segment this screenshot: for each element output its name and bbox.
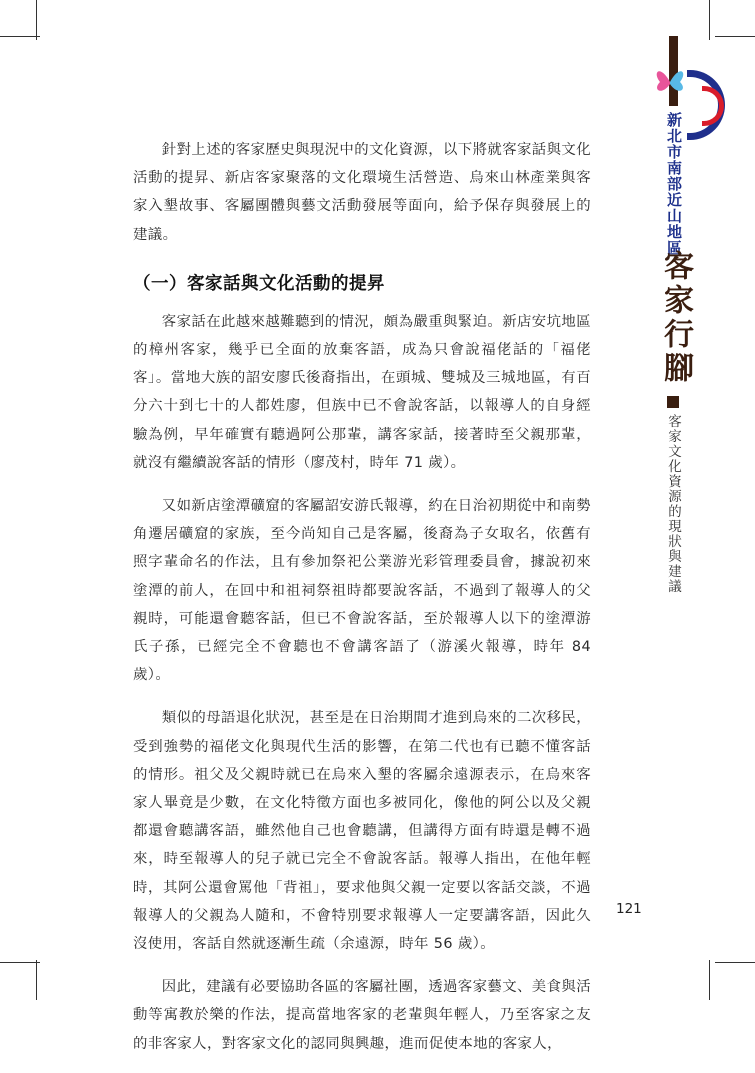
crop-mark-bottom-left-h bbox=[0, 962, 40, 963]
crop-mark-bottom-right-h bbox=[715, 962, 755, 963]
crop-mark-top-left-h bbox=[0, 36, 40, 37]
crop-mark-top-right-v bbox=[709, 0, 710, 40]
crop-mark-top-left-v bbox=[36, 0, 37, 40]
body-paragraph-3: 類似的母語退化狀況，甚至是在日治期間才進到烏來的二次移民，受到強勢的福佬文化與現代生活的影響，在第二代也有已聽不懂客話的情形。祖父及父親時就已在烏來入墾的客屬余遠源表示，在烏來客家人畢竟是少數，在文化特徵方面也多被同化，像他的阿公以及父親都還會聽講客語，雖然他自己也會聽講，但講得方面有時還是轉不過來，時至報導人的兒子就已完全不會說客話。報導人指出，在他年輕時，其阿公還會罵他「背祖」，要求他與父親一定要以客話交談，不過報導人的父親為人隨和，不會特別要求報導人一定要講客語，因此久沒使用，客話自然就逐漸生疏（余遠源，時年 56 歲）。 bbox=[133, 710, 591, 953]
intro-paragraph: 針對上述的客家歷史與現況中的文化資源，以下將就客家話與文化活動的提昇、新店客家聚落的文化環境生活營造、烏來山林產業與客家入墾故事、客屬團體與藝文活動發展等面向，給予保存與發展上的建議。 bbox=[133, 142, 591, 243]
side-square-marker bbox=[667, 396, 679, 408]
side-calligraphy-title: 客家行腳 bbox=[658, 250, 693, 386]
section-heading: （一）客家話與文化活動的提昇 bbox=[133, 273, 385, 294]
crop-mark-bottom-left-v bbox=[36, 960, 37, 1000]
crop-mark-bottom-right-v bbox=[709, 960, 710, 1000]
body-paragraph-2: 又如新店塗潭礦窟的客屬詔安游氏報導，約在日治初期從中和南勢角遷居礦窟的家族，至今尚知自己是客屬，後裔為子女取名，依舊有照字輩命名的作法，且有參加祭祀公業游光彩管理委員會，據說初來塗潭的前人，在回中和祖祠祭祖時都要說客話，不過到了報導人的父親時，可能還會聽客話，但已不會說客話，至於報導人以下的塗潭游氏子孫，已經完全不會聽也不會講客語了（游溪火報導，時年 84 歲）。 bbox=[133, 498, 591, 684]
butterfly-icon bbox=[650, 62, 690, 102]
side-series-title: 新北市南部近山地區 bbox=[665, 112, 683, 256]
side-chapter-subtitle: 客家文化資源的現狀與建議 bbox=[665, 414, 681, 594]
main-text bbox=[133, 136, 591, 1073]
page-number: 121 bbox=[616, 901, 642, 917]
body-paragraph-4: 因此，建議有必要協助各區的客屬社團，透過客家藝文、美食與活動等寓教於樂的作法，提高當地客家的老輩與年輕人，乃至客家之友的非客家人，對客家文化的認同與興趣，進而促使本地的客家人， bbox=[133, 979, 591, 1052]
body-paragraph-1: 客家話在此越來越難聽到的情況，頗為嚴重與緊迫。新店安坑地區的樟州客家，幾乎已全面的放棄客語，成為只會說福佬話的「福佬客」。當地大族的詔安廖氏後裔指出，在頭城、雙城及三城地區，有百分六十到七十的人都姓廖，但族中已不會說客話，以報導人的自身經驗為例，早年確實有聽過阿公那輩，講客家話，接著時至父親那輩，就沒有繼續說客話的情形（廖茂村，時年 71 歲）。 bbox=[133, 313, 591, 471]
crop-mark-top-right-h bbox=[715, 36, 755, 37]
